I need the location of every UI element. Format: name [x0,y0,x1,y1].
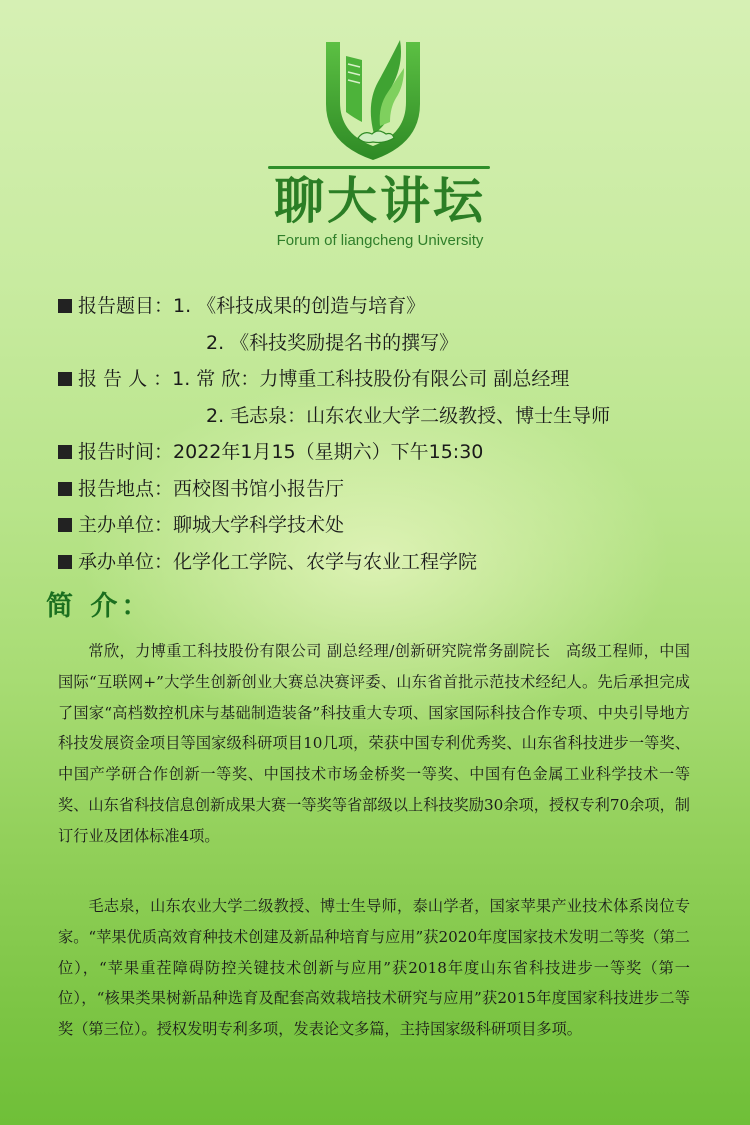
place-value: 西校图书馆小报告厅 [173,477,345,500]
time-value: 2022年1月15（星期六）下午15:30 [173,441,484,463]
square-bullet-icon [58,299,72,313]
event-info [58,288,738,580]
speaker-row [58,361,738,398]
time-row [58,434,738,471]
topic-row-2 [58,325,738,362]
topic-label: 报告题目： [78,295,174,317]
square-bullet-icon [58,482,72,496]
speaker-2: 2. 毛志泉：山东农业大学二级教授、博士生导师 [206,404,611,427]
topic-row [58,288,738,325]
square-bullet-icon [58,555,72,569]
intro-paragraph-speaker-2: 毛志泉，山东农业大学二级教授、博士生导师，泰山学者，国家苹果产业技术体系岗位专家。“苹果优质高效育种技术创建及新品种培育与应用”获2020年度国家技术发明二等奖（第二位），“苹果重茬障碍防控关键技术创新与应用”获2018年度山东省科技进步一等奖（第一位），“核果类果树新品种选育及配套高效栽培技术研究与应用”获2015年度国家科技进步二等奖（第三位）。授权发明专利多项，发表论文多篇，主持国家级科研项目多项。 [58,897,690,1039]
organizer-row [58,544,738,581]
speaker-1: 1. 常 欣：力博重工科技股份有限公司 副总经理 [172,368,570,390]
square-bullet-icon [58,518,72,532]
intro-heading: 简 介： [46,591,153,622]
topic-2: 2. 《科技奖励提名书的撰写》 [206,331,459,354]
place-row [58,471,738,508]
time-label: 报告时间： [78,441,174,463]
forum-english-name: Forum of liangcheng University [276,232,484,249]
speaker-label: 报 告 人 ： [78,368,173,390]
host-value: 聊城大学科学技术处 [173,514,345,536]
topic-1: 1. 《科技成果的创造与培育》 [173,295,426,317]
host-label: 主办单位： [78,514,174,536]
forum-chinese-name: 聊大讲坛 [274,172,486,230]
organizer-label: 承办单位： [78,550,174,573]
square-bullet-icon [58,445,72,459]
square-bullet-icon [58,372,72,386]
organizer-value: 化学化工学院、农学与农业工程学院 [173,550,478,573]
host-row [58,507,738,544]
forum-logo-emblem [318,34,428,164]
intro-paragraph-speaker-1: 常欣，力博重工科技股份有限公司 副总经理/创新研究院常务副院长 高级工程师，中国国际“互联网+”大学生创新创业大赛总决赛评委、山东省首批示范技术经纪人。先后承担完成了国家“高档数控机床与基础制造装备”科技重大专项、国家国际科技合作专项、中央引导地方科技发展资金项目等国家级科研项目10几项，荣获中国专利优秀奖、山东省科技进步一等奖、中国产学研合作创新一等奖、中国技术市场金桥奖一等奖、中国有色金属工业科学技术一等奖、山东省科技信息创新成果大赛一等奖等省部级以上科技奖励30余项，授权专利70余项，制订行业及团体标准4项。 [58,642,690,845]
speaker-row-2 [58,398,738,435]
place-label: 报告地点： [78,477,174,500]
